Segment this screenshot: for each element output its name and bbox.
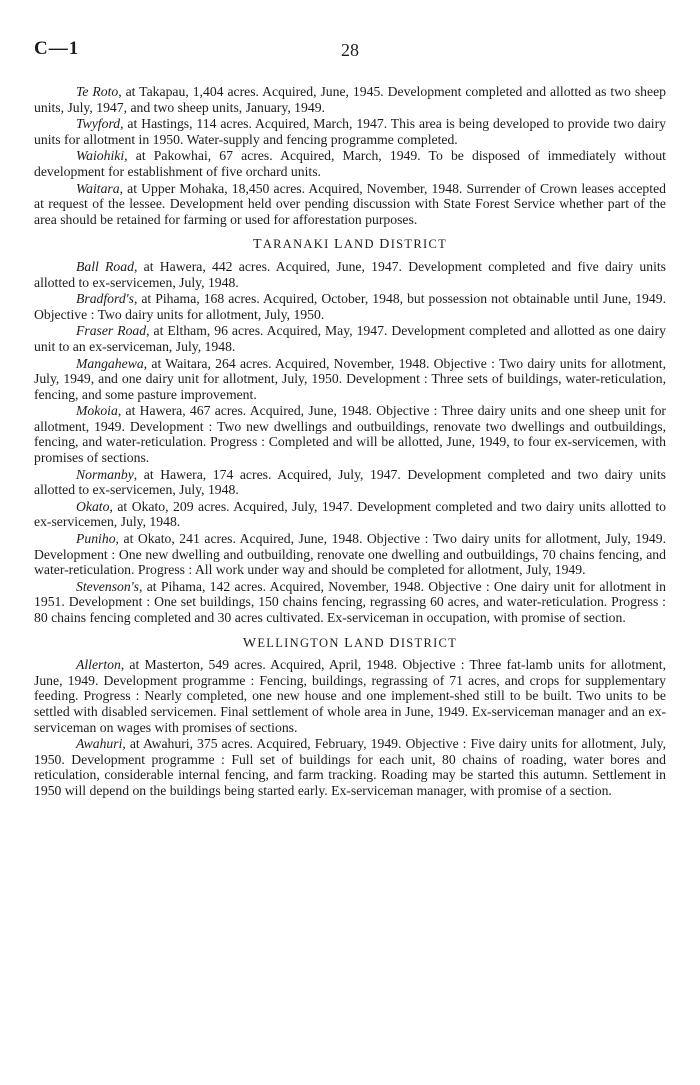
property-description: , at Hawera, 442 acres. Acquired, June, 1947. Development completed and five dairy units allotted to ex-servicemen, July, 1948.	[34, 258, 667, 290]
property-name: Awahuri	[76, 736, 123, 752]
property-description: , at Takapau, 1,404 acres. Acquired, June, 1945. Development completed and allotted as two sheep units, July, 1947, and two sheep units, January, 1949.	[34, 84, 666, 115]
property-name: Waiohiki	[76, 148, 125, 164]
property-entry	[34, 181, 666, 228]
property-description: , at Okato, 241 acres. Acquired, June, 1948. Objective : Two dairy units for allotment, July, 1949. Development : One new dwelling and outbuilding, renovate one dwelling and outbuildings, 70 chains fencing, and water-reticulation. Progress : All work under way and should be completed for allotment, July, 1949.	[34, 531, 666, 578]
property-entry	[34, 84, 666, 115]
property-name: Stevenson's	[76, 578, 139, 594]
property-name: Waitara	[76, 180, 120, 196]
property-entry	[34, 291, 666, 322]
district-heading: WELLINGTON LAND DISTRICT	[242, 635, 458, 651]
property-description: , at Pakowhai, 67 acres. Acquired, March, 1949. To be disposed of immediately without development for establishment of five orchard units.	[34, 148, 666, 179]
property-entry	[34, 467, 666, 498]
property-description: , at Masterton, 549 acres. Acquired, April, 1948. Objective : Three fat-lamb units for allotment, June, 1949. Development programme : Fencing, buildings, regrassing of 71 acres, and crops for supplementary feeding. Progress : Nearly completed, one new house and one implement-shed still to be built. Two units to be settled with disabled servicemen. Final settlement of whole area in June, 1949. Ex-serviceman manager and an ex-serviceman on wages with promises of sections.	[34, 657, 666, 735]
property-name: Te Roto	[76, 84, 119, 99]
document-reference: C—1	[34, 38, 80, 59]
property-name: Mokoia	[76, 403, 118, 419]
property-description: , at Pihama, 142 acres. Acquired, November, 1948. Objective : One dairy unit for allotment in 1951. Development : One set buildings, 150 chains fencing, regrassing 60 acres, and water-reticulation. Progress : 80 chains fencing completed and 30 acres cultivated. Ex-serviceman in occupation, with promise of section.	[34, 578, 666, 625]
property-description: , at Awahuri, 375 acres. Acquired, February, 1949. Objective : Five dairy units for allotment, July, 1950. Development programme : Full set of buildings for each unit, 80 chains of roading, water bores and reticulation, considerable internal fencing, and farm tracking. Roading may be started this autumn. Settlement in 1950 will depend on the buildings being started early. Ex-serviceman manager, with promise of a section.	[34, 736, 666, 798]
property-entry	[34, 499, 666, 530]
property-description: , at Eltham, 96 acres. Acquired, May, 1947. Development completed and allotted as one dairy unit to an ex-serviceman, July, 1948.	[34, 323, 666, 354]
property-name: Bradford's	[76, 291, 134, 307]
property-entry	[34, 259, 666, 290]
page-header	[0, 38, 700, 62]
property-description: , at Waitara, 264 acres. Acquired, November, 1948. Objective : Two dairy units for allotment, July, 1949, and one dairy unit for allotment, July, 1950. Development : Three sets of buildings, water-reticulation, fencing, and some pasture improvement.	[34, 355, 666, 402]
property-entry	[34, 116, 666, 147]
property-name: Twyford	[76, 116, 121, 132]
page-number: 28	[341, 40, 359, 60]
property-entry	[34, 657, 666, 735]
property-name: Ball Road	[76, 258, 134, 274]
document-body	[34, 84, 666, 800]
property-description: , at Okato, 209 acres. Acquired, July, 1947. Development completed and two dairy units allotted to ex-servicemen, July, 1948.	[34, 498, 666, 530]
property-name: Puniho	[76, 531, 116, 547]
property-description: , at Hastings, 114 acres. Acquired, March, 1947. This area is being developed to provide two dairy units for allotment in 1950. Water-supply and fencing programme completed.	[34, 116, 666, 147]
property-description: , at Hawera, 467 acres. Acquired, June, 1948. Objective : Three dairy units and one sheep unit for allotment, 1949. Development : Two new dwellings and outbuildings, renovate two dwellings and outbuildings, fencing, and water-reticulation. Progress : Completed and will be allotted, June, 1949, to four ex-servicemen, with promises of sections.	[34, 403, 666, 466]
district-heading: TARANAKI LAND DISTRICT	[252, 237, 448, 253]
property-name: Fraser Road	[76, 323, 147, 339]
property-entry	[34, 148, 666, 179]
property-entry	[34, 579, 666, 626]
property-entry	[34, 403, 666, 465]
property-name: Normanby	[76, 466, 134, 482]
property-description: , at Upper Mohaka, 18,450 acres. Acquired, November, 1948. Surrender of Crown leases accepted at request of the lessee. Development held over pending discussion with State Forest Service whether part of the area should be retained for farming or used for afforestation purposes.	[34, 180, 666, 227]
property-entry	[34, 323, 666, 354]
property-description: , at Pihama, 168 acres. Acquired, October, 1948, but possession not obtainable until June, 1949. Objective : Two dairy units for allotment, July, 1950.	[34, 291, 666, 322]
property-name: Okato	[76, 498, 110, 514]
property-description: , at Hawera, 174 acres. Acquired, July, 1947. Development completed and two dairy units allotted to ex-servicemen, July, 1948.	[34, 466, 666, 498]
property-name: Allerton	[76, 657, 121, 673]
property-entry	[34, 531, 666, 578]
property-entry	[34, 356, 666, 403]
property-name: Mangahewa	[76, 355, 144, 371]
property-entry	[34, 736, 666, 798]
